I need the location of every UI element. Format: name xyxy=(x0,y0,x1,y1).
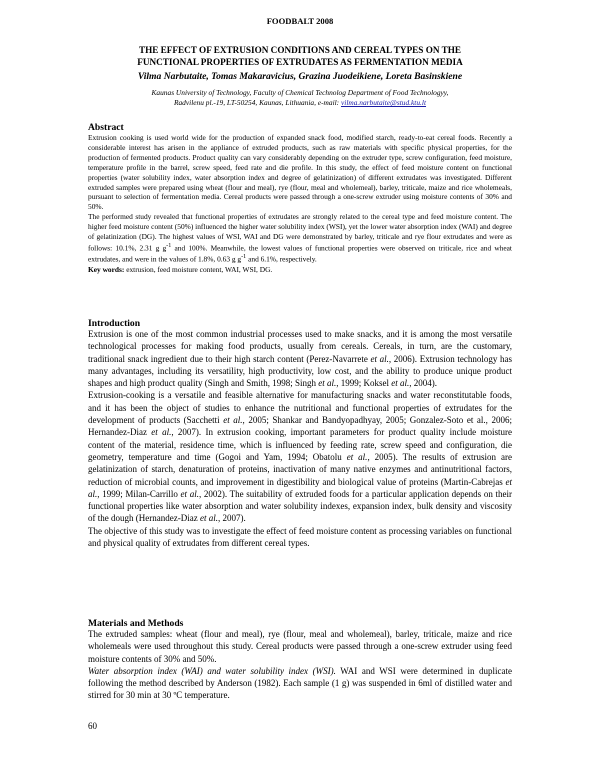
abstract-superscript: -1 xyxy=(166,242,172,249)
methods-body xyxy=(88,628,512,702)
intro-italic: et al. xyxy=(151,427,172,438)
intro-text: , 1999; Koksel xyxy=(336,378,392,389)
intro-text: , 1999; Milan-Carrillo xyxy=(97,488,181,499)
email-link[interactable]: vilma.narbutaite@stud.ktu.lt xyxy=(341,98,427,107)
affiliation xyxy=(88,88,512,108)
keywords xyxy=(88,265,512,275)
intro-italic: et al. xyxy=(180,488,199,499)
page-number: 60 xyxy=(88,721,97,731)
affiliation-line-2 xyxy=(88,98,512,108)
intro-paragraph-2 xyxy=(88,389,512,524)
keywords-label: Key words: xyxy=(88,264,125,274)
introduction-heading: Introduction xyxy=(88,318,141,329)
paper-title xyxy=(88,44,512,68)
abstract-text: and 100%. Meanwhile, the lowest values of functional properties were observed on triticale, rice and wheat extrudates, and were in the values of 1.8%, 0.63 g g xyxy=(88,243,512,264)
abstract-paragraph-1: Extrusion cooking is used world wide for the production of expanded snack food, modified starch, ready-to-eat cereal foods. Recently a considerable interest has arisen in the appliance of extruded products, such as raw materials with specific physical properties, for the production of fermented products. Product quality can vary considerably depending on the extruder type, screw configuration, feed moisture, temperature profile in the barrel, screw speed, feed rate and die profile. In this study, the effect of feed moisture content on functional properties (water solubility index, water absorption index and degree of gelatinization) of different extrudates was investigated. Different extruded samples were prepared using wheat (flour and meal), rye (flour, meal and wholemeal), barley, triticale, maize and rice wholemeals, pursuant to selection of fermentation media. Cereal products were passed through a one-screw extruder using moisture contents of 30% and 50%. xyxy=(88,133,512,212)
methods-paragraph-1: The extruded samples: wheat (flour and meal), rye (flour, meal and wholemeal), barley, triticale, maize and rice wholemeals were used throughout this study. Cereal products were passed through a one-screw extruder using feed moisture contents of 30% and 50%. xyxy=(88,629,512,664)
intro-italic: et al. xyxy=(223,415,243,426)
methods-paragraph-2 xyxy=(88,665,512,702)
running-header: FOODBALT 2008 xyxy=(266,16,334,26)
title-line-1: THE EFFECT OF EXTRUSION CONDITIONS AND CEREAL TYPES ON THE xyxy=(138,45,462,55)
affiliation-line-1: Kaunas University of Technology, Faculty of Chemical Technolog Department of Food Technologyy, xyxy=(151,88,449,97)
keywords-text: extrusion, feed moisture content, WAI, WSI, DG. xyxy=(124,264,273,274)
intro-italic: et al. xyxy=(199,513,218,524)
intro-paragraph-3: The objective of this study was to investigate the effect of feed moisture content as processing variables on functional and physical quality of extrudates from different cereal types. xyxy=(88,525,512,549)
intro-italic: et al. xyxy=(88,476,512,499)
intro-text: , 2002). The suitability of extruded foods for a particular application depends on their functional properties like water absorption and water solubility indexes, expansion index, bulk density and viscosity of the dough (Hernandez-Diaz xyxy=(88,488,512,524)
intro-text: , 2007). In extrusion cooking, important parameters for product quality include moisture content of the material, residence time, which is influenced by feeding rate, screw speed and configuration, die geometry, temperature and time (Gogoi and Yam, 1994; Obatolu xyxy=(88,427,512,462)
authors: Vilma Narbutaite, Tomas Makaravicius, Grazina Juodeikiene, Loreta Basinskiene xyxy=(137,71,463,82)
abstract-text: and 6.1%, respectively. xyxy=(246,254,317,264)
abstract-paragraph-2 xyxy=(88,212,512,264)
methods-subheading: Water absorption index (WAI) and water solubility index (WSI). xyxy=(88,665,336,676)
intro-text: , 2004). xyxy=(409,378,437,389)
abstract-heading: Abstract xyxy=(88,122,124,133)
intro-italic: et al. xyxy=(370,353,389,364)
intro-text: , 2006). Extrusion technology has many advantages, including its versatility, high productivity, low cost, and the ability to produce unique product shapes and high product quality (Singh and Smith, 1998; Singh xyxy=(88,353,513,389)
intro-text: , 2005). The results of extrusion are gelatinization of starch, denaturation of proteins, inactivation of many native enzymes and antinutritional factors, reduction of microbial counts, and improvement in digestibility and biological value of proteins (Martin-Cabrejas xyxy=(88,451,512,487)
title-line-2: FUNCTIONAL PROPERTIES OF EXTRUDATES AS FERMENTATION MEDIA xyxy=(137,57,463,67)
abstract-body xyxy=(88,133,512,275)
intro-italic: et al. xyxy=(318,378,337,389)
intro-text: Extrusion is one of the most common industrial processes used to make snacks, and it is among the most versatile technological processes for making food products, usually from cereals. Cereals, in turn, are the customary, traditional snack ingredient due to their high starch content (Perez-Navarrete xyxy=(88,329,512,364)
abstract-superscript: -1 xyxy=(241,254,247,261)
intro-text: , 2007). xyxy=(217,513,246,524)
methods-heading: Materials and Methods xyxy=(88,618,184,629)
intro-italic: et al. xyxy=(391,378,410,389)
intro-text: , 2005; Shankar and Bandyopadhyay, 2005; Gonzalez-Soto et al., 2006; Hernandez-Diaz xyxy=(88,415,512,438)
intro-paragraph-1 xyxy=(88,328,512,389)
introduction-body xyxy=(88,328,512,549)
intro-text: Extrusion-cooking is a versatile and feasible alternative for manufacturing snacks and water reconstitutable foods, and it has been the object of studies to enhance the nutritional and functional properties of extrudates for the development of products (Sacchetti xyxy=(88,390,512,426)
affiliation-address: Radvilenu pl.-19, LT-50254, Kaunas, Lithuania, e-mail: xyxy=(173,98,341,107)
intro-italic: et al. xyxy=(346,451,368,462)
abstract-text: The performed study revealed that functional properties of extrudates are strongly related to the cereal type and feed moisture content. The higher feed moisture content (50%) influenced the higher water solubility index (WSI), yet the lower water absorption index (WAI) and degree of gelatinization (DG). The highest values of WSI, WAI and DG were demonstrated by barley, triticale and rye flour extrudates and were as follows: 10.1%, 2.31 g g xyxy=(88,212,512,253)
methods-text: WAI and WSI were determined in duplicate following the method described by Anderson (1982). Each sample (1 g) was suspended in 6ml of distilled water and stirred for 30 min at 30 ºC temperature. xyxy=(88,665,512,701)
